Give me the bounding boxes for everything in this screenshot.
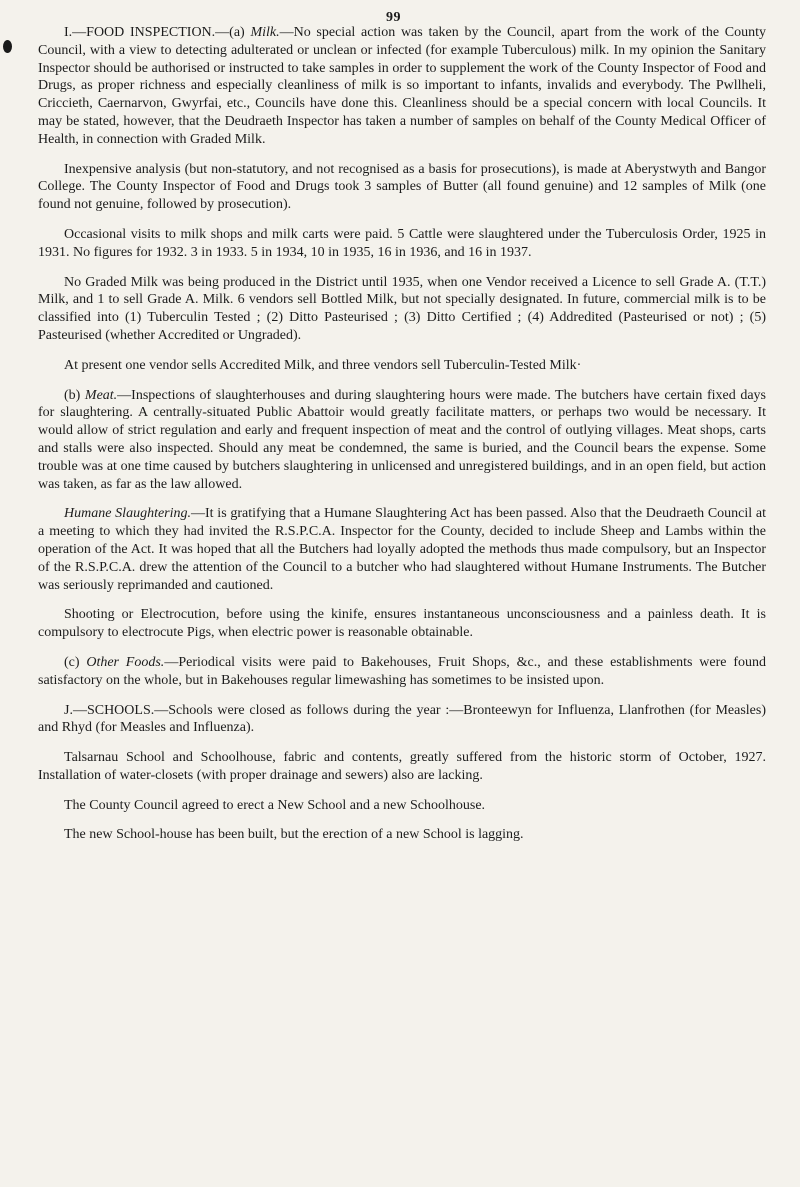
analysis-paragraph: Inexpensive analysis (but non-statutory, and not recognised as a basis for prosecutions), is made at Aberystwyth and Bangor College. The County Inspector of Food and Drugs took 3 samples of Butter (all found genuine) and 12 samples of Milk (one found not genuine, followed by prosecution). [38, 161, 766, 213]
graded-milk-paragraph: No Graded Milk was being produced in the District until 1935, when one Vendor received a Licence to sell Grade A. (T.T.) Milk, and 1 to sell Grade A. Milk. 6 vendors sell Bottled Milk, but not specially designated. In future, commercial milk is to be classified into (1) Tuberculin Tested ; (2) Ditto Pasteurised ; (3) Ditto Certified ; (4) Addredited (Pasteurised or not) ; (5) Pasteurised (whether Accredited or Ungraded). [38, 274, 766, 343]
food-inspection-milk-paragraph: I.—FOOD INSPECTION.—(a) Milk.—No special action was taken by the Council, apart from the work of the County Council, with a view to detecting adulterated or unclean or infected (for example Tuberculous) milk. In my opinion the Sanitary Inspector should be authorised or instructed to take samples in order to supplement the work of the County Inspector of Food and Drugs, as proper richness and especially cleanliness of milk is so important to infants, invalids and everybody. The Pwllheli, Criccieth, Caernarvon, Gwyrfai, etc., Councils have done this. Cleanliness should be a special concern with local Councils. It may be stated, however, that the Deudraeth Inspector has taken a number of samples on behalf of the County Medical Officer of Health, in connection with Graded Milk. [38, 25, 766, 147]
subheading-other-foods: Other Foods. [86, 654, 165, 670]
county-council-paragraph: The County Council agreed to erect a New School and a new Schoolhouse. [64, 797, 486, 813]
schoolhouse-paragraph: The new School-house has been built, but the erection of a new School is lagging. [64, 827, 524, 843]
humane-slaughtering-paragraph: Humane Slaughtering.—It is gratifying that a Humane Slaughtering Act has been passed. Also that the Deudraeth Council at a meeting to which they had invited the R.S.P.C.A. Inspector for the County, decided to include Sheep and Lambs within the operation of the Act. It was hoped that all the Butchers had loyally adopted the methods thus made compulsory, but an Inspector of the R.S.P.C.A. drew the attention of the Council to a butcher who had slaughtered without Humane Instruments. The Butcher was seriously reprimanded and cautioned. [38, 506, 766, 593]
page-number: 99 [386, 10, 401, 25]
document-body [38, 24, 766, 856]
vendors-paragraph: At present one vendor sells Accredited Milk, and three vendors sell Tuberculin-Tested Milk· [64, 357, 582, 373]
subheading-meat: Meat. [84, 387, 118, 403]
schools-paragraph: J.—SCHOOLS.—Schools were closed as follows during the year :—Bronteewyn for Influenza, Llanfrothen (for Measles) and Rhyd (for Measles and Influenza). [38, 702, 766, 736]
subheading-humane-slaughtering: Humane Slaughtering. [64, 506, 192, 522]
subheading-milk: Milk. [250, 25, 280, 40]
other-foods-paragraph: (c) Other Foods.—Periodical visits were paid to Bakehouses, Fruit Shops, &c., and these establishments were found satisfactory on the whole, but in Bakehouses regular limewashing has sometimes to be insisted upon. [38, 654, 766, 688]
milk-visits-paragraph: Occasional visits to milk shops and milk carts were paid. 5 Cattle were slaughtered under the Tuberculosis Order, 1925 in 1931. No figures for 1932. 3 in 1933. 5 in 1934, 10 in 1935, 16 in 1936, and 16 in 1937. [38, 226, 766, 260]
section-heading: I.—FOOD INSPECTION.— [64, 25, 230, 40]
talsarnau-paragraph: Talsarnau School and Schoolhouse, fabric and contents, greatly suffered from the historic storm of October, 1927. Installation of water-closets (with proper drainage and sewers) also are lacking. [38, 750, 766, 783]
punch-hole-mark [3, 40, 12, 53]
meat-paragraph: (b) Meat.—Inspections of slaughterhouses and during slaughtering hours were made. The butchers have certain fixed days for slaughtering. A centrally-situated Public Abattoir would greatly facilitate matters, or perhaps two would be necessary. It would allow of strict regulation and early and frequent inspection of meat and the control of outlying villages. Meat shops, carts and stalls were also inspected. Should any meat be condemned, the same is buried, and the Council bears the expense. Some trouble was at one time caused by butchers slaughtering in unlicensed and unregistered buildings, and in an open field, but action was taken, as far as the law allowed. [38, 387, 766, 492]
shooting-electrocution-paragraph: Shooting or Electrocution, before using the kinife, ensures instantaneous unconsciousness and a painless death. It is compulsory to electrocute Pigs, when electric power is reasonable obtainable. [38, 607, 766, 641]
